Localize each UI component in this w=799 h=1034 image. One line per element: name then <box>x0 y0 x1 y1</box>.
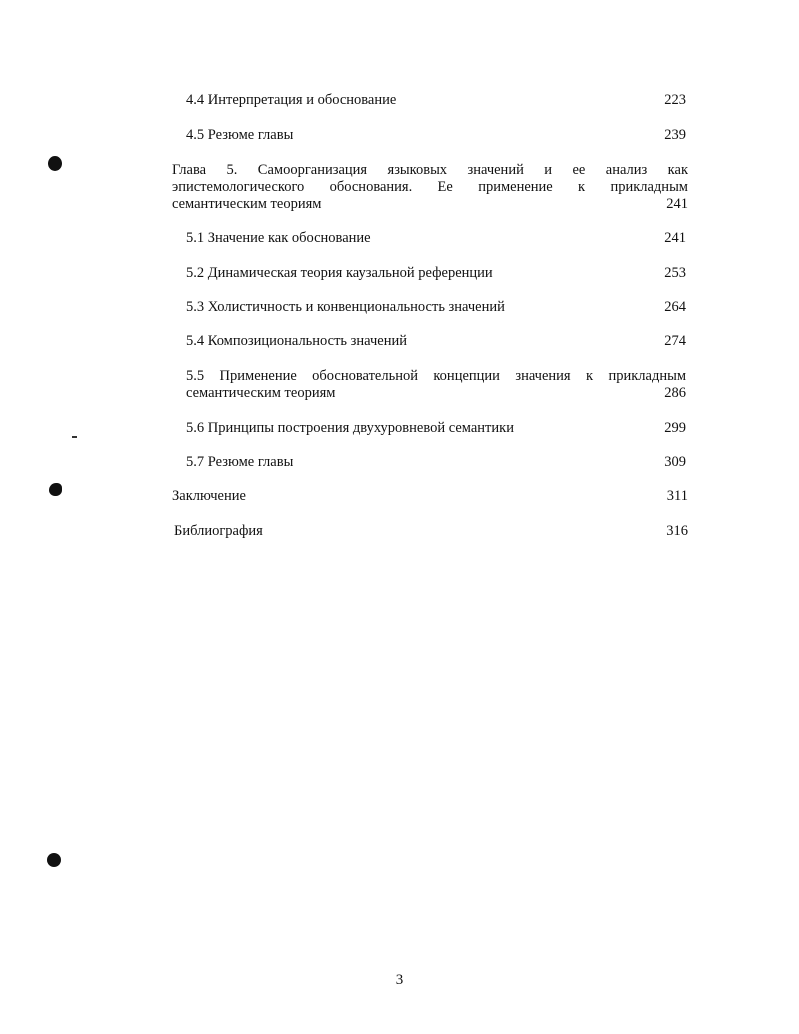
toc-entry <box>172 488 688 505</box>
toc-entry <box>186 265 686 282</box>
scan-blot-2 <box>49 483 62 496</box>
scan-blot-1 <box>48 156 62 171</box>
toc-entry <box>186 299 686 316</box>
toc-entry-page: 316 <box>666 523 688 539</box>
toc-entry <box>186 454 686 471</box>
toc-entry <box>174 523 688 540</box>
toc-entry-label: 4.5 Резюме главы <box>186 127 294 143</box>
toc-entry-page: 241 <box>666 196 688 212</box>
toc-entry-page: 253 <box>664 265 686 281</box>
toc-entry-label: 5.1 Значение как обоснование <box>186 230 371 246</box>
toc-entry-page: 309 <box>664 454 686 470</box>
toc-entry-page: 264 <box>664 299 686 315</box>
toc-entry <box>186 230 686 247</box>
toc-entry-label: 5.7 Резюме главы <box>186 454 294 470</box>
toc-entry-page: 299 <box>664 420 686 436</box>
toc-entry-label: 4.4 Интерпретация и обоснование <box>186 92 397 108</box>
toc-entry <box>186 333 686 350</box>
toc-entry-page: 239 <box>664 127 686 143</box>
toc-entry-label: 5.2 Динамическая теория каузальной референции <box>186 265 493 281</box>
toc-entry-chapter-5 <box>172 162 688 213</box>
toc-entry-label-line: семантическим теориям <box>186 385 336 401</box>
toc-entry-label: 5.3 Холистичность и конвенциональность значений <box>186 299 505 315</box>
toc-entry-5-5 <box>186 368 686 402</box>
toc-entry-label-line: эпистемологического обоснования. Ее применение к прикладным <box>172 179 688 195</box>
scan-mark <box>72 436 77 438</box>
toc-entry-label-line: Глава 5. Самоорганизация языковых значений и ее анализ как <box>172 162 688 178</box>
page-number: 3 <box>395 972 404 988</box>
toc-entry-page: 223 <box>664 92 686 108</box>
toc-entry-label: 5.4 Композициональность значений <box>186 333 408 349</box>
scan-blot-3 <box>47 853 61 867</box>
toc-entry-page: 274 <box>664 333 686 349</box>
toc-entry-label: Библиография <box>174 523 263 539</box>
toc-entry-label-line: 5.5 Применение обосновательной концепции значения к прикладным <box>186 368 686 384</box>
toc-entry-label: 5.6 Принципы построения двухуровневой семантики <box>186 420 514 436</box>
toc-entry <box>186 127 686 144</box>
toc-entry-page: 311 <box>666 488 688 504</box>
toc-entry-label-line: семантическим теориям <box>172 196 322 212</box>
toc-entry-page: 241 <box>664 230 686 246</box>
toc-entry <box>186 92 686 109</box>
toc-entry-label: Заключение <box>172 488 246 504</box>
toc-entry <box>186 420 686 437</box>
toc-entry-page: 286 <box>664 385 686 401</box>
